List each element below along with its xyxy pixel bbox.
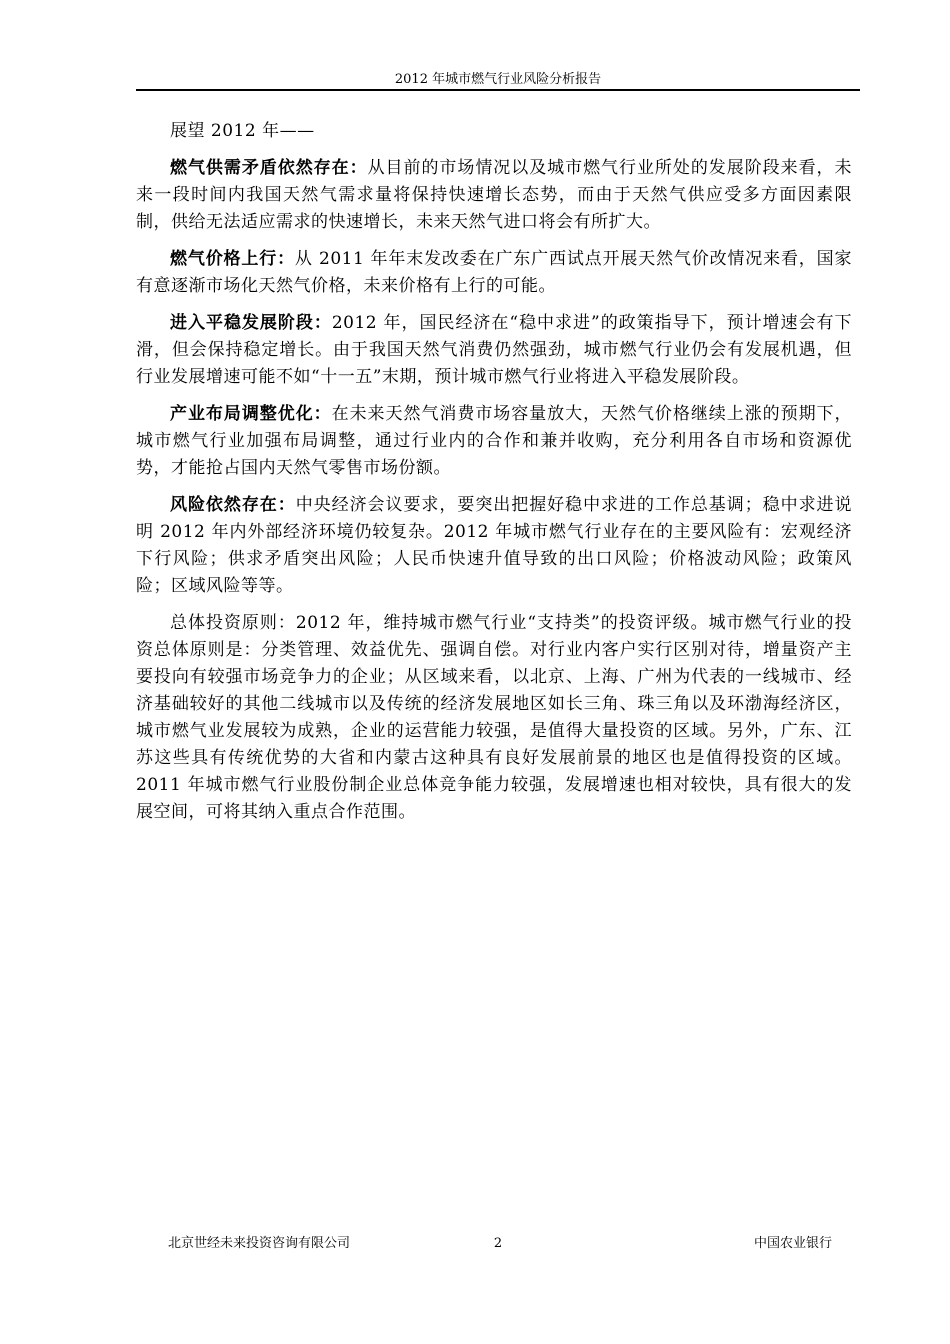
header-title: 2012 年城市燃气行业风险分析报告 <box>394 72 602 87</box>
footer-company: 北京世经未来投资咨询有限公司 <box>168 1236 351 1251</box>
paragraph-risk <box>136 492 852 600</box>
paragraph-text: 从 2011 年年末发改委在广东广西试点开展天然气价改情况来看，国家有意逐渐市场化天然气价格，未来价格有上行的可能。 <box>136 249 852 296</box>
paragraph-lead: 燃气价格上行： <box>170 249 295 269</box>
paragraph-lead: 进入平稳发展阶段： <box>170 313 332 333</box>
paragraph-supply-demand <box>136 155 852 236</box>
footer-page-number: 2 <box>493 1236 503 1251</box>
footer-bank: 中国农业银行 <box>753 1236 832 1251</box>
intro-text: 展望 2012 年—— <box>170 121 315 141</box>
paragraph-text: 总体投资原则：2012 年，维持城市燃气行业“支持类”的投资评级。城市燃气行业的投资总体原则是：分类管理、效益优先、强调自偿。对行业内客户实行区别对待，增量资产主要投向有较强市场竞争力的企业；从区域来看，以北京、上海、广州为代表的一线城市、经济基础较好的其他二线城市以及传统的经济发展地区如长三角、珠三角以及环渤海经济区，城市燃气业发展较为成熟，企业的运营能力较强，是值得大量投资的区域。另外，广东、江苏这些具有传统优势的大省和内蒙古这种具有良好发展前景的地区也是值得投资的区域。2011 年城市燃气行业股份制企业总体竞争能力较强，发展增速也相对较快，具有很大的发展空间，可将其纳入重点合作范围。 <box>136 613 852 822</box>
paragraph-lead: 产业布局调整优化： <box>170 404 332 424</box>
paragraph-text: 在未来天然气消费市场容量放大，天然气价格继续上涨的预期下，城市燃气行业加强布局调整，通过行业内的合作和兼并收购，充分利用各自市场和资源优势，才能抢占国内天然气零售市场份额。 <box>136 404 853 478</box>
paragraph-stable-development <box>136 310 852 391</box>
intro-paragraph <box>136 118 852 145</box>
paragraph-investment-principle <box>136 610 852 826</box>
paragraph-price <box>136 246 852 300</box>
header-divider <box>136 89 860 91</box>
paragraph-text: 从目前的市场情况以及城市燃气行业所处的发展阶段来看，未来一段时间内我国天然气需求量将保持快速增长态势，而由于天然气供应受多方面因素限制，供给无法适应需求的快速增长，未来天然气进口将会有所扩大。 <box>136 158 853 232</box>
paragraph-lead: 燃气供需矛盾依然存在： <box>170 158 368 178</box>
paragraph-lead: 风险依然存在： <box>170 495 296 515</box>
paragraph-text: 2012 年，国民经济在“稳中求进”的政策指导下，预计增速会有下滑，但会保持稳定增长。由于我国天然气消费仍然强劲，城市燃气行业仍会有发展机遇，但行业发展增速可能不如“十一五”末期，预计城市燃气行业将进入平稳发展阶段。 <box>136 313 852 387</box>
report-body <box>136 118 852 836</box>
page-header <box>136 72 860 88</box>
paragraph-text: 中央经济会议要求，要突出把握好稳中求进的工作总基调；稳中求进说明 2012 年内外部经济环境仍较复杂。2012 年城市燃气行业存在的主要风险有：宏观经济下行风险；供求矛盾突出风险；人民币快速升值导致的出口风险；价格波动风险；政策风险；区域风险等等。 <box>136 495 853 596</box>
paragraph-industry-layout <box>136 401 852 482</box>
